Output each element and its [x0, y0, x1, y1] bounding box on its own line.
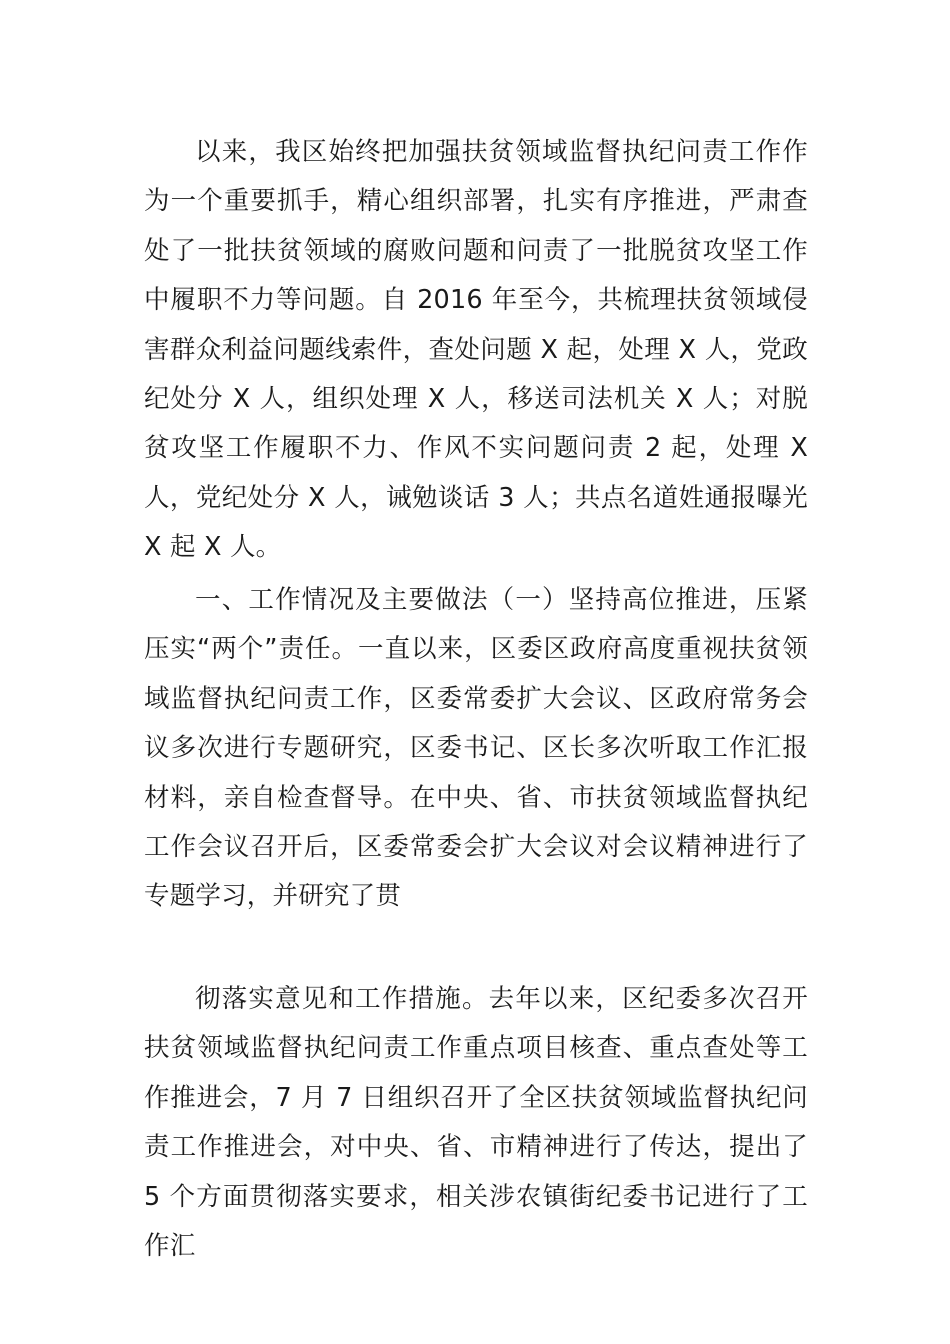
- paragraph-intro: 以来，我区始终把加强扶贫领域监督执纪问责工作作为一个重要抓手，精心组织部署，扎实有序推进，严肃查处了一批扶贫领域的腐败问题和问责了一批脱贫攻坚工作中履职不力等问题。自 2016 年至今，共梳理扶贫领域侵害群众利益问题线索件，查处问题 X 起，处理 X 人，党政纪处分 X 人，组织处理 X 人，移送司法机关 X 人；对脱贫攻坚工作履职不力、作风不实问题问责 2 起，处理 X 人，党纪处分 X 人，诫勉谈话 3 人；共点名道姓通报曝光 X 起 X 人。: [144, 137, 808, 563]
- paragraph-continuation: 彻落实意见和工作措施。去年以来，区纪委多次召开扶贫领域监督执纪问责工作重点项目核查、重点查处等工作推进会，7 月 7 日组织召开了全区扶贫领域监督执纪问责工作推进会，对中央、省、市精神进行了传达，提出了 5 个方面贯彻落实要求，相关涉农镇街纪委书记进行了工作汇: [144, 984, 808, 1262]
- paragraph-section-one: 一、工作情况及主要做法（一）坚持高位推进，压紧压实“两个”责任。一直以来，区委区政府高度重视扶贫领域监督执纪问责工作，区委常委扩大会议、区政府常务会议多次进行专题研究，区委书记、区长多次听取工作汇报材料，亲自检查督导。在中央、省、市扶贫领域监督执纪工作会议召开后，区委常委会扩大会议对会议精神进行了专题学习，并研究了贯: [144, 585, 808, 912]
